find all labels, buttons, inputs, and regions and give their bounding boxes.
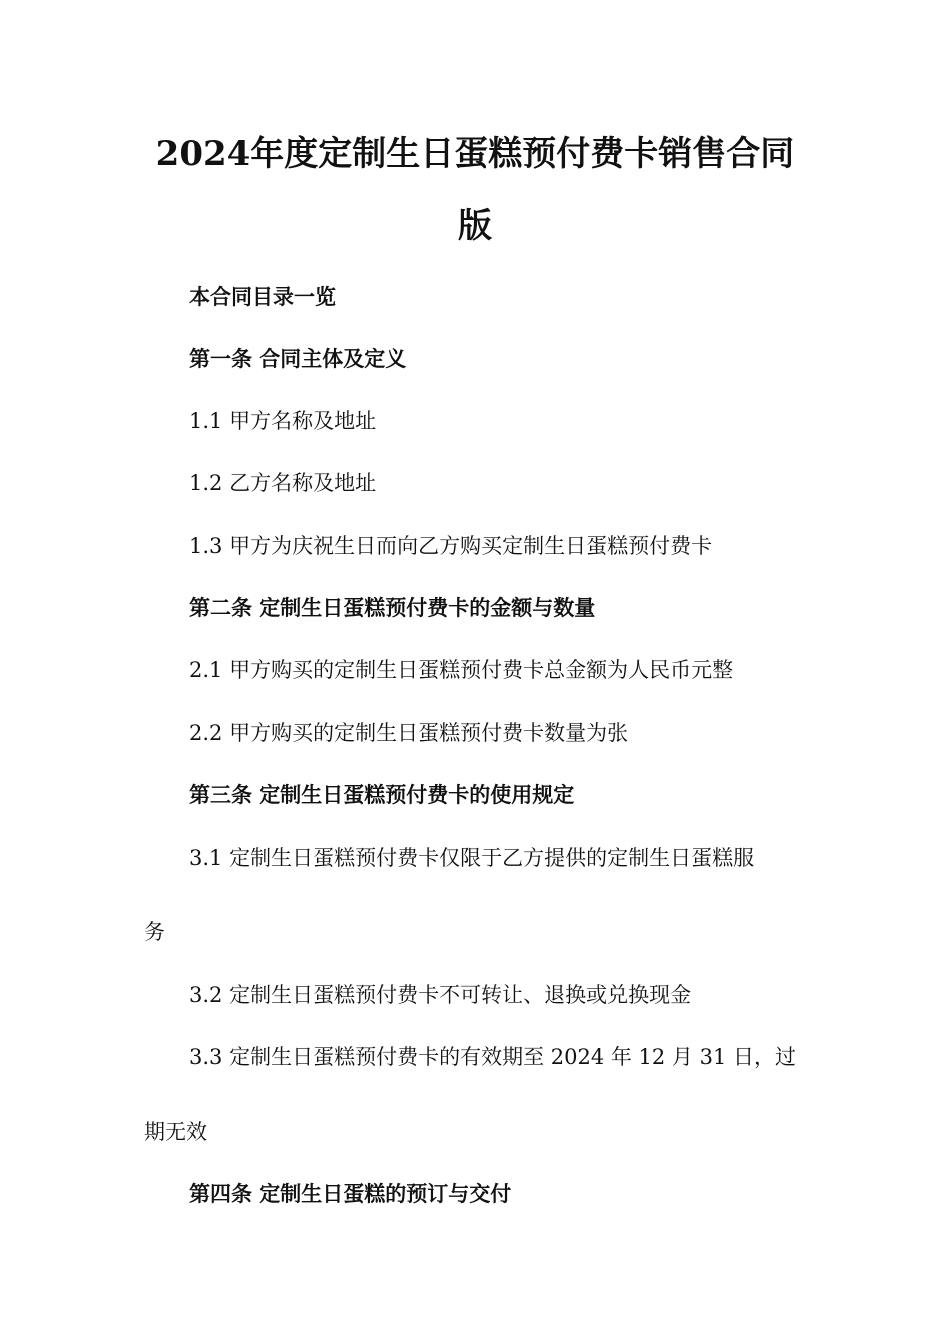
document-title-line-1: 2024年度定制生日蛋糕预付费卡销售合同 xyxy=(155,134,795,174)
section-3-heading: 第三条 定制生日蛋糕预付费卡的使用规定 xyxy=(189,782,575,807)
section-4-heading: 第四条 定制生日蛋糕的预订与交付 xyxy=(189,1181,512,1206)
section-3-item-3: 3.3 定制生日蛋糕预付费卡的有效期至 2024 年 12 月 31 日，过 xyxy=(189,1045,797,1069)
section-1-heading: 第一条 合同主体及定义 xyxy=(189,346,407,371)
section-3-item-3-continuation: 期无效 xyxy=(144,1120,207,1144)
toc-heading: 本合同目录一览 xyxy=(189,284,336,309)
section-3-item-2: 3.2 定制生日蛋糕预付费卡不可转让、退换或兑换现金 xyxy=(189,983,692,1007)
section-1-item-1: 1.1 甲方名称及地址 xyxy=(189,409,377,433)
section-3-item-1: 3.1 定制生日蛋糕预付费卡仅限于乙方提供的定制生日蛋糕服 xyxy=(189,846,755,870)
section-3-item-1-continuation: 务 xyxy=(144,920,165,944)
section-1-item-2: 1.2 乙方名称及地址 xyxy=(189,471,377,495)
section-2-item-1: 2.1 甲方购买的定制生日蛋糕预付费卡总金额为人民币元整 xyxy=(189,658,734,682)
section-2-heading: 第二条 定制生日蛋糕预付费卡的金额与数量 xyxy=(189,595,596,620)
section-2-item-2: 2.2 甲方购买的定制生日蛋糕预付费卡数量为张 xyxy=(189,721,629,745)
section-1-item-3: 1.3 甲方为庆祝生日而向乙方购买定制生日蛋糕预付费卡 xyxy=(189,534,713,558)
document-title-line-2: 版 xyxy=(458,206,492,246)
